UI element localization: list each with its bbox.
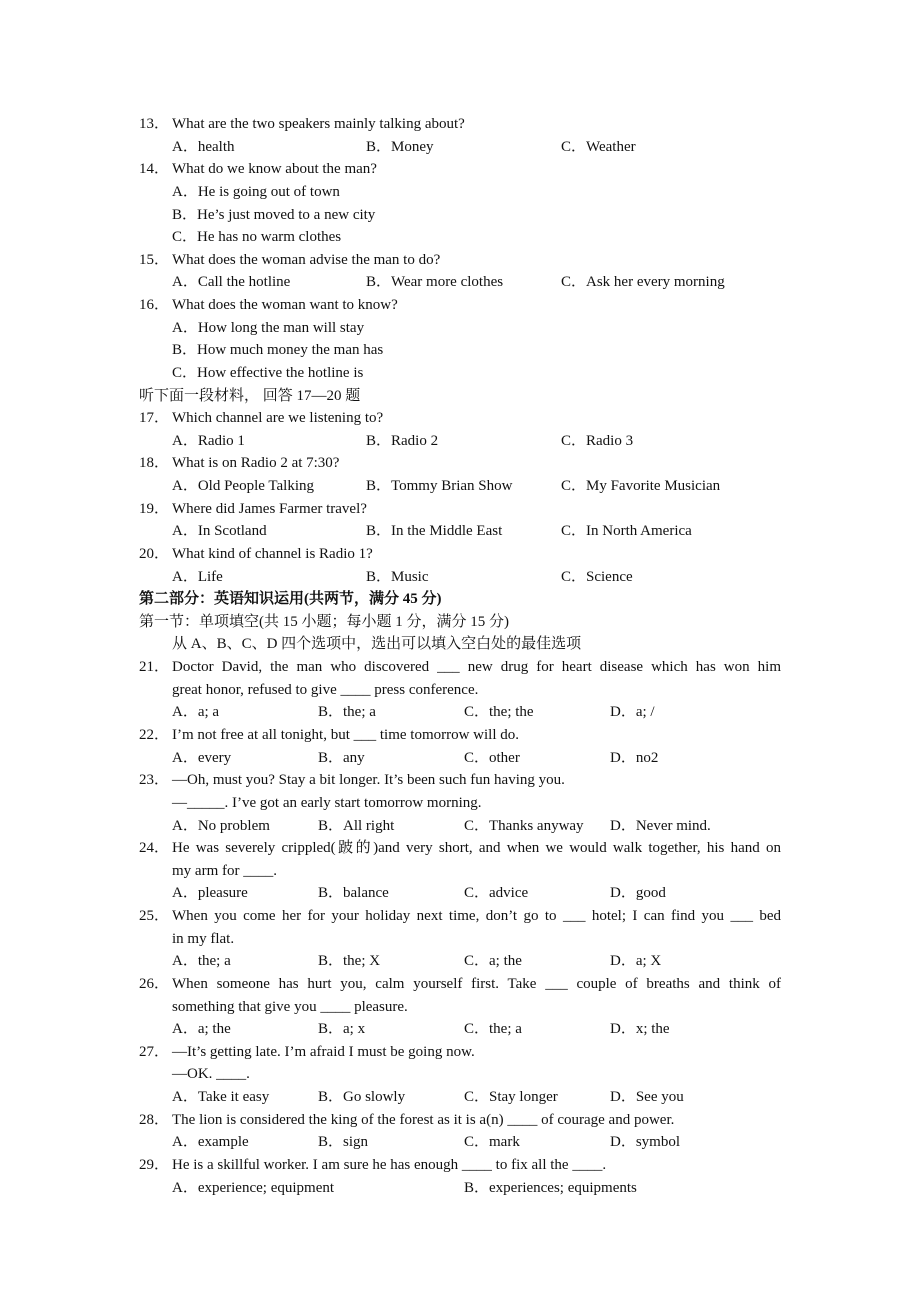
question-text-continued: great honor, refused to give ____ press conference. <box>172 681 479 698</box>
section-heading <box>0 611 920 633</box>
answer-option: B．In the Middle East <box>366 523 503 540</box>
answer-option: D．x; the <box>610 1021 670 1038</box>
question-continuation <box>0 679 920 701</box>
answer-option: D．a; / <box>610 704 655 721</box>
question-line <box>0 1109 920 1131</box>
question-continuation <box>0 928 920 950</box>
question-continuation <box>0 1063 920 1085</box>
answer-option: D．a; X <box>610 953 662 970</box>
answer-option: C．Ask her every morning <box>561 274 725 291</box>
options-line <box>0 204 920 226</box>
options-line <box>0 362 920 384</box>
question-text-continued: —OK. ____. <box>172 1066 250 1083</box>
question-line <box>0 1154 920 1176</box>
question-text-continued: in my flat. <box>172 930 235 947</box>
question-text: What is on Radio 2 at 7:30? <box>172 455 340 472</box>
question-continuation <box>0 996 920 1018</box>
answer-option: B．the; X <box>318 953 381 970</box>
answer-option: D．See you <box>610 1089 684 1106</box>
answer-option: C．He has no warm clothes <box>172 229 342 246</box>
question-line <box>0 249 920 271</box>
question-text-continued: —_____. I’ve got an early start tomorrow morning. <box>172 794 482 811</box>
question-number: 24． <box>139 840 170 857</box>
question-text: What kind of channel is Radio 1? <box>172 545 373 562</box>
question-line <box>0 294 920 316</box>
question-text: What are the two speakers mainly talking about? <box>172 116 465 132</box>
answer-option: C．mark <box>464 1134 520 1151</box>
answer-option: B．Go slowly <box>318 1089 406 1106</box>
answer-option: C．In North America <box>561 523 692 540</box>
answer-option: B．All right <box>318 817 395 834</box>
question-continuation <box>0 860 920 882</box>
answer-option: B．Wear more clothes <box>366 274 504 291</box>
question-number: 13． <box>139 116 170 132</box>
answer-option: A．Radio 1 <box>172 432 245 449</box>
answer-option: A．the; a <box>172 953 231 970</box>
answer-option: C．a; the <box>464 953 522 970</box>
answer-option: A．In Scotland <box>172 523 267 540</box>
options-line <box>0 566 920 588</box>
question-text: He is a skillful worker. I am sure he has enough ____ to fix all the ____. <box>172 1156 607 1173</box>
question-text: Doctor David, the man who discovered ___ new drug for heart disease which has won him <box>172 659 781 676</box>
question-text: —Oh, must you? Stay a bit longer. It’s been such fun having you. <box>172 772 565 789</box>
answer-option: A．a; the <box>172 1021 231 1038</box>
answer-option: C．advice <box>464 885 529 902</box>
question-number: 14． <box>139 161 170 178</box>
question-continuation <box>0 792 920 814</box>
question-text: Which channel are we listening to? <box>172 410 384 427</box>
answer-option: A．experience; equipment <box>172 1179 335 1196</box>
instructions-text: 从 A、B、C、D 四个选项中，选出可以填入空白处的最佳选项 <box>172 636 582 653</box>
answer-option: C．the; a <box>464 1021 522 1038</box>
question-number: 21． <box>139 659 170 676</box>
answer-option: A．Old People Talking <box>172 478 314 495</box>
answer-option: B．any <box>318 749 365 766</box>
answer-option: C．How effective the hotline is <box>172 364 364 381</box>
question-text: —It’s getting late. I’m afraid I must be going now. <box>172 1043 475 1060</box>
options-line <box>0 475 920 497</box>
question-number: 25． <box>139 908 170 925</box>
question-number: 26． <box>139 975 170 992</box>
answer-option: C．Radio 3 <box>561 432 634 449</box>
question-number: 29． <box>139 1156 170 1173</box>
question-line <box>0 452 920 474</box>
answer-option: A．How long the man will stay <box>172 319 365 336</box>
answer-option: B．Music <box>366 568 429 585</box>
answer-option: A．a; a <box>172 704 220 721</box>
options-line <box>0 815 920 837</box>
question-text: What do we know about the man? <box>172 161 377 178</box>
options-line <box>0 317 920 339</box>
question-text: The lion is considered the king of the forest as it is a(n) ____ of courage and power. <box>172 1111 675 1128</box>
answer-option: B．He’s just moved to a new city <box>172 206 376 223</box>
question-text-continued: something that give you ____ pleasure. <box>172 998 408 1015</box>
answer-option: C．Stay longer <box>464 1089 558 1106</box>
question-line <box>0 905 920 927</box>
answer-option: D．no2 <box>610 749 659 766</box>
question-number: 20． <box>139 545 170 562</box>
section-heading-text: 听下面一段材料， 回答 17—20 题 <box>139 387 361 404</box>
options-line <box>0 882 920 904</box>
answer-option: B．balance <box>318 885 389 902</box>
question-number: 22． <box>139 727 170 743</box>
answer-option: C．My Favorite Musician <box>561 478 721 495</box>
answer-option: A．pleasure <box>172 885 248 902</box>
answer-option: A．Take it easy <box>172 1089 270 1106</box>
question-text: He was severely crippled(跛的)and very short, and when we would walk together, his hand on <box>172 840 781 857</box>
question-text: Where did James Farmer travel? <box>172 500 367 517</box>
question-line <box>0 1041 920 1063</box>
question-number: 19． <box>139 500 170 517</box>
answer-option: A．Life <box>172 568 223 585</box>
question-line <box>0 113 920 135</box>
answer-option: C．Science <box>561 568 633 585</box>
section-heading-text: 第一节：单项填空(共 15 小题；每小题 1 分，满分 15 分) <box>139 613 509 630</box>
answer-option: B．the; a <box>318 704 376 721</box>
question-text: When you come her for your holiday next time, don’t go to ___ hotel; I can find you ___ bed <box>172 908 781 925</box>
question-line <box>0 724 920 746</box>
question-number: 16． <box>139 297 170 314</box>
options-line <box>0 1131 920 1153</box>
question-line <box>0 837 920 859</box>
question-line <box>0 656 920 678</box>
question-line <box>0 407 920 429</box>
answer-option: A．example <box>172 1134 249 1151</box>
options-line <box>0 271 920 293</box>
options-line <box>0 1177 920 1199</box>
options-line <box>0 181 920 203</box>
options-line <box>0 136 920 158</box>
question-line <box>0 769 920 791</box>
section-heading <box>0 633 920 655</box>
answer-option: A．every <box>172 749 232 766</box>
options-line <box>0 226 920 248</box>
question-text: What does the woman want to know? <box>172 297 398 314</box>
answer-option: B．a; x <box>318 1021 366 1038</box>
answer-option: A．health <box>172 138 235 155</box>
question-number: 28． <box>139 1111 170 1128</box>
answer-option: B．How much money the man has <box>172 342 384 359</box>
options-line <box>0 747 920 769</box>
question-text-continued: my arm for ____. <box>172 862 277 879</box>
options-line <box>0 520 920 542</box>
question-line <box>0 498 920 520</box>
options-line <box>0 1086 920 1108</box>
question-text: What does the woman advise the man to do? <box>172 251 441 268</box>
answer-option: B．Radio 2 <box>366 432 439 449</box>
question-number: 27． <box>139 1043 170 1060</box>
answer-option: D．Never mind. <box>610 817 711 834</box>
answer-option: D．symbol <box>610 1134 681 1151</box>
options-line <box>0 1018 920 1040</box>
section-heading <box>0 385 920 407</box>
answer-option: C．Thanks anyway <box>464 817 584 834</box>
answer-option: C．other <box>464 749 520 766</box>
options-line <box>0 950 920 972</box>
question-number: 23． <box>139 772 170 789</box>
question-line <box>0 543 920 565</box>
answer-option: B．Money <box>366 138 434 155</box>
answer-option: A．No problem <box>172 817 270 834</box>
question-line <box>0 973 920 995</box>
question-text: I’m not free at all tonight, but ___ time tomorrow will do. <box>172 727 520 743</box>
answer-option: A．Call the hotline <box>172 274 291 291</box>
question-text: When someone has hurt you, calm yourself first. Take ___ couple of breaths and think of <box>172 975 781 992</box>
answer-option: C．the; the <box>464 704 534 721</box>
part-heading-text: 第二部分：英语知识运用(共两节，满分 45 分) <box>139 591 442 608</box>
answer-option: D．good <box>610 885 666 902</box>
section-heading <box>0 588 920 610</box>
options-line <box>0 430 920 452</box>
options-line <box>0 701 920 723</box>
answer-option: B．Tommy Brian Show <box>366 478 513 495</box>
answer-option: A．He is going out of town <box>172 183 340 200</box>
options-line <box>0 339 920 361</box>
answer-option: B．sign <box>318 1134 369 1151</box>
question-number: 15． <box>139 251 170 268</box>
question-number: 17． <box>139 410 170 427</box>
question-number: 18． <box>139 455 170 472</box>
answer-option: B．experiences; equipments <box>464 1179 637 1196</box>
question-line <box>0 158 920 180</box>
answer-option: C．Weather <box>561 138 636 155</box>
